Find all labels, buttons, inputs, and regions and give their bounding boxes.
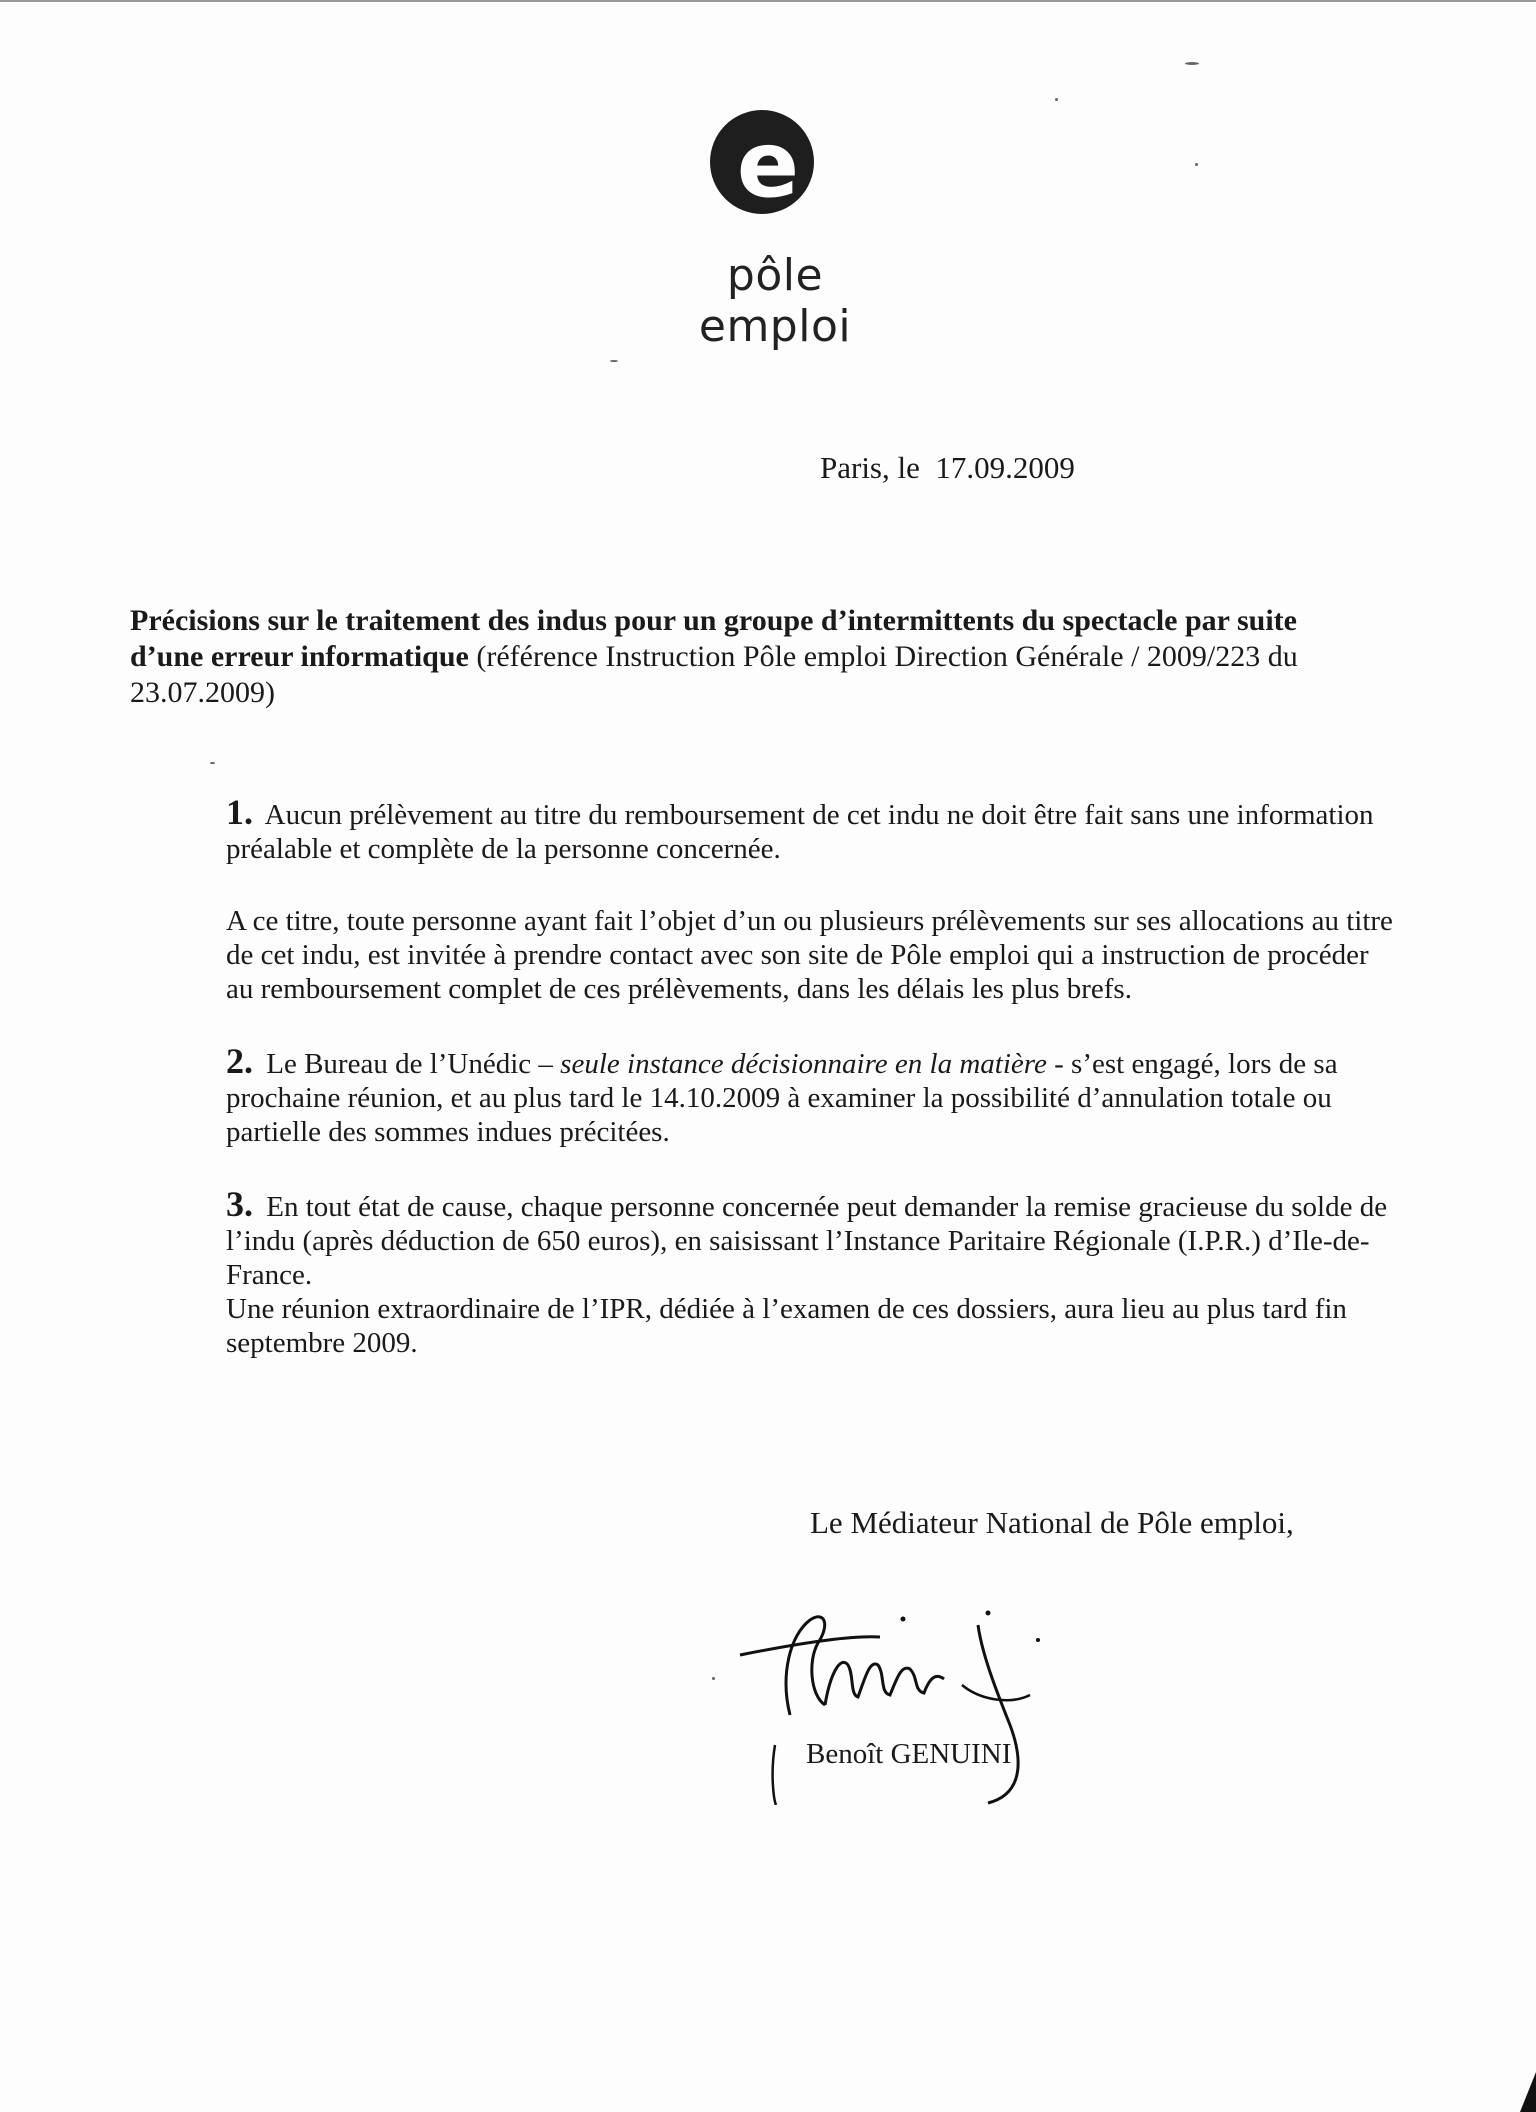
point-text: Aucun prélèvement au titre du remboursement de cet indu ne doit être fait sans une information préalable et complète de la personne concernée. [226,799,1374,865]
point-1-paragraph-2: A ce titre, toute personne ayant fait l’objet d’un ou plusieurs prélèvements sur ses allocations au titre de cet indu, est invitée à prendre contact avec son site de Pôle emploi qui a instruction de procéder au remboursement complet de ces prélèvements, dans les délais les plus brefs. [226,905,1393,1005]
scan-speck [1055,98,1058,101]
scan-speck [1185,62,1199,65]
subject-reference: (référence Instruction Pôle emploi Direction Générale / 2009/223 du 23.07.2009) [130,640,1298,709]
pole-emploi-logo [645,100,905,352]
point-3-paragraph-2: Une réunion extraordinaire de l’IPR, dédiée à l’examen de ces dossiers, aura lieu au plus tard fin septembre 2009. [226,1293,1347,1359]
signatory-name: Benoît GENUINI [806,1738,1012,1770]
signatory-title: Le Médiateur National de Pôle emploi, [810,1505,1294,1540]
point-3 [226,1184,1396,1292]
scan-speck [610,360,618,362]
subject-bold: Précisions sur le traitement des indus pour un groupe d’intermittents du spectacle par suite d’une erreur informatique [130,604,1297,673]
scan-speck [712,1677,715,1680]
point-text-italic: seule instance décisionnaire en la matière [560,1048,1047,1080]
subject [130,603,1370,711]
scan-corner-shadow [1520,2072,1536,2112]
logo-letter: e [736,111,800,218]
points-list [226,792,1396,1398]
date-line: Paris, le 17.09.2009 [820,450,1075,485]
point-number: 2. [226,1041,253,1081]
point-text-end: - s’est engagé, lors de sa prochaine réunion, et au plus tard le 14.10.2009 à examiner la possibilité d’annulation totale ou partielle des sommes indues précitées. [226,1048,1338,1148]
point-text-start: Le Bureau de l’Unédic – [266,1048,561,1080]
scan-top-edge [0,0,1536,2]
scan-speck [1195,163,1198,166]
point-text: En tout état de cause, chaque personne concernée peut demander la remise gracieuse du solde de l’indu (après déduction de 650 euros), en saisissant l’Instance Paritaire Régionale (I.P.R.) d’Ile-de-France. [226,1191,1388,1291]
scan-speck [210,762,215,764]
pole-emploi-logo-icon [708,100,816,224]
point-1 [226,792,1396,866]
point-number: 3. [226,1184,253,1224]
logo-wordmark: pôle emploi [698,250,852,352]
point-number: 1. [226,792,253,832]
point-2 [226,1041,1396,1149]
